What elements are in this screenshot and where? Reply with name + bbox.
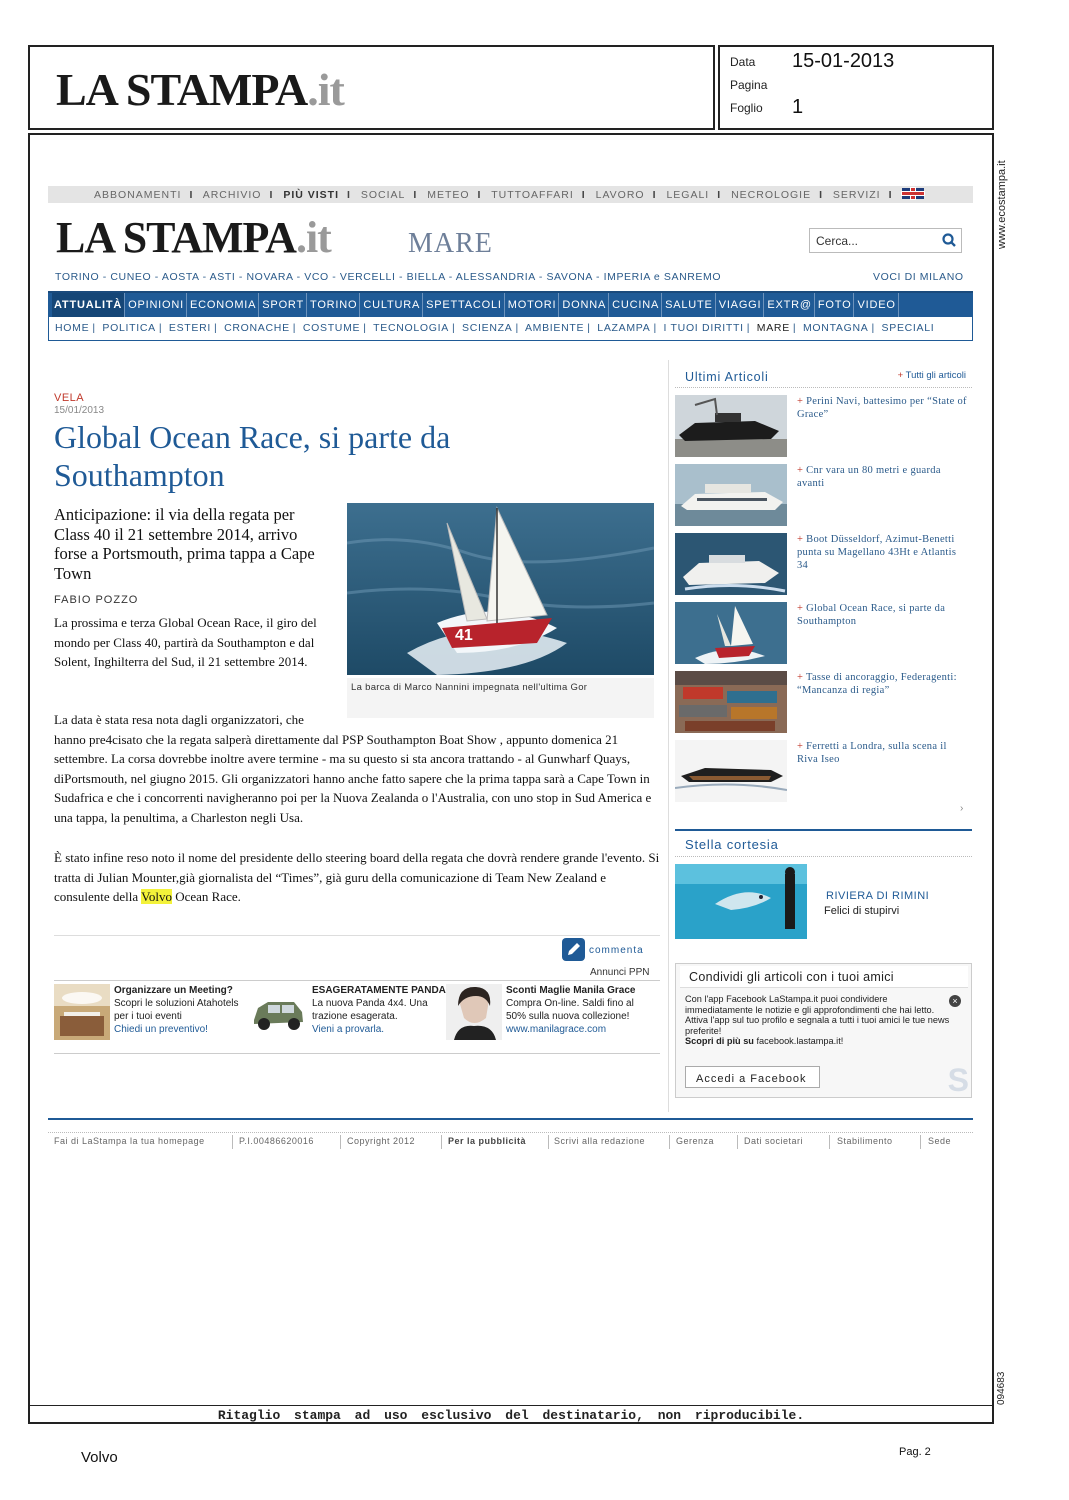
latest-article-title[interactable]: + Boot Düsseldorf, Azimut-Benetti punta su Magellano 43Ht e Atlantis 34: [797, 534, 957, 571]
ad-title[interactable]: Sconti Maglie Manila Grace: [506, 985, 636, 996]
site-footer: [48, 1136, 973, 1152]
riva-boat-image: [675, 740, 787, 802]
ad-text: Compra On-line. Saldi fino al 50% sulla nuova collezione!: [506, 998, 634, 1022]
nav-necrologie[interactable]: NECROLOGIE: [731, 189, 812, 201]
subnav-cronache[interactable]: CRONACHE: [224, 322, 290, 334]
column-divider: [668, 360, 669, 1112]
model-portrait-image: [446, 984, 502, 1040]
ads-label: Annunci PPN: [590, 967, 650, 978]
share-title: Condividi gli articoli con i tuoi amici: [680, 966, 968, 988]
site-logo[interactable]: LA STAMPA.it: [56, 213, 331, 262]
tab-economia[interactable]: ECONOMIA: [188, 293, 259, 317]
ecostampa-url: www.ecostampa.it: [996, 160, 1008, 249]
article-date: 15/01/2013: [54, 405, 105, 416]
photo-caption: La barca di Marco Nannini impegnata nell'ultima Gor: [347, 678, 654, 718]
page-number: Pag. 2: [899, 1446, 931, 1458]
article-kicker[interactable]: VELA: [54, 392, 85, 404]
sponsor-tagline: Felici di stupirvi: [824, 905, 900, 917]
section-title: MARE: [408, 228, 493, 259]
latest-article-item[interactable]: [675, 533, 972, 597]
latest-article-title[interactable]: + Tasse di ancoraggio, Federagenti: “Mancanza di regia”: [797, 672, 957, 696]
nav-social[interactable]: SOCIAL: [360, 189, 406, 201]
subnav-scienza[interactable]: SCIENZA: [462, 322, 513, 334]
highlighted-keyword: Volvo: [141, 889, 172, 905]
nav-tuttoaffari[interactable]: TUTTOAFFARI: [491, 189, 574, 201]
sailboat-photo: [347, 503, 654, 675]
footer-company-data-link[interactable]: Dati societari: [744, 1136, 804, 1146]
page-keyword: Volvo: [81, 1449, 118, 1466]
footer-sede-link[interactable]: Sede: [928, 1136, 952, 1146]
conference-room-image: [54, 984, 110, 1040]
cargo-containers-image: [675, 671, 787, 733]
tab-salute[interactable]: SALUTE: [663, 293, 716, 317]
tab-spettacoli[interactable]: SPETTACOLI: [424, 293, 505, 317]
subnav-esteri[interactable]: ESTERI: [168, 322, 212, 334]
footer-gerenza-link[interactable]: Gerenza: [676, 1136, 715, 1146]
comment-label[interactable]: commenta: [589, 945, 644, 956]
tab-sport[interactable]: SPORT: [260, 293, 307, 317]
close-icon[interactable]: ×: [949, 995, 961, 1007]
latest-articles-title: Ultimi Articoli: [685, 370, 769, 384]
subnav-tecnologia[interactable]: TECNOLOGIA: [373, 322, 449, 334]
footer-plant-link[interactable]: Stabilimento: [837, 1136, 893, 1146]
tab-extra[interactable]: EXTR@: [765, 293, 815, 317]
uk-flag-icon[interactable]: [902, 188, 924, 199]
subnav-costume[interactable]: COSTUME: [302, 322, 361, 334]
ad-link[interactable]: Vieni a provarla.: [312, 1024, 385, 1035]
divider: [54, 935, 660, 936]
article-photo: [347, 503, 654, 675]
nav-legali[interactable]: LEGALI: [666, 189, 710, 201]
ad-link[interactable]: Chiedi un preventivo!: [114, 1024, 208, 1035]
tab-motori[interactable]: MOTORI: [506, 293, 560, 317]
article-body-paragraph-2: È stato infine reso noto il nome del presidente dello steering board della regata che dovrà rendere grande l'evento. Si tratta di Julian Mounter,già giornalista del “Times”, già guru della comunicazione di Team New Zealand e consulente della Volvo Ocean Race.: [54, 850, 660, 905]
subnav-politica[interactable]: POLITICA: [102, 322, 156, 334]
tab-attualita[interactable]: ATTUALITÀ: [52, 293, 125, 317]
ad-link[interactable]: www.manilagrace.com: [506, 1024, 607, 1035]
sponsor-image[interactable]: [675, 864, 807, 939]
facebook-app-link[interactable]: facebook.lastampa.it!: [756, 1036, 844, 1046]
article-lead: La prossima e terza Global Ocean Race, il giro del mondo per Class 40, partirà da Southampton e dal Solent, Inghilterra del Sud, il 21 settembre 2014.: [54, 615, 317, 670]
search-icon[interactable]: [941, 232, 957, 248]
latest-article-item[interactable]: [675, 464, 972, 528]
sponsor-name[interactable]: RIVIERA DI RIMINI: [826, 890, 930, 902]
tab-cultura[interactable]: CULTURA: [361, 293, 423, 317]
footer-advertising-link[interactable]: Per la pubblicità: [448, 1136, 527, 1146]
chevron-right-icon[interactable]: ›: [960, 803, 964, 814]
article-headline: Global Ocean Race, si parte da Southampton: [54, 419, 451, 493]
article-author: FABIO POZZO: [54, 594, 139, 606]
latest-article-item[interactable]: [675, 395, 972, 459]
ad-title[interactable]: Organizzare un Meeting?: [114, 985, 233, 996]
clipping-disclaimer: Ritaglio stampa ad uso esclusivo del destinatario, non riproducibile.: [28, 1405, 994, 1425]
all-articles-link[interactable]: + Tutti gli articoli: [897, 370, 966, 381]
clipping-meta-box: [718, 45, 994, 130]
sail-number: 41: [455, 627, 473, 644]
latest-article-item[interactable]: [675, 671, 972, 735]
share-description: Con l'app Facebook LaStampa.it puoi condividere immediatamente le notizie e gli approfondimenti che hai letto. Attiva l'app sul tuo profilo e segnala a tutti i tuoi amici le tue news preferite! Scopri di più su facebook.lastampa.it!: [685, 994, 950, 1046]
footer-contact-link[interactable]: Scrivi alla redazione: [554, 1136, 646, 1146]
clipping-header: [28, 45, 715, 130]
subnav-home[interactable]: HOME: [55, 322, 90, 334]
yacht-launch-image: [675, 395, 787, 457]
superyacht-image: [675, 464, 787, 526]
subnav-speciali[interactable]: SPECIALI: [881, 322, 935, 334]
clipping-logo: LA STAMPA.it: [56, 64, 344, 115]
subnav-montagna[interactable]: MONTAGNA: [802, 322, 869, 334]
nav-lavoro[interactable]: LAVORO: [595, 189, 645, 201]
footer-rule: [48, 1118, 973, 1120]
tab-foto[interactable]: FOTO: [816, 293, 855, 317]
subnav-ambiente[interactable]: AMBIENTE: [524, 322, 585, 334]
car-image: [250, 984, 306, 1040]
motorboat-image: [675, 533, 787, 595]
sponsor-header: Stella cortesia: [675, 829, 972, 857]
ad-text: Scopri le soluzioni Atahotels per i tuoi eventi: [114, 998, 239, 1022]
latest-article-title[interactable]: + Perini Navi, battesimo per “State of Grace”: [797, 396, 967, 420]
subnav-lazampa[interactable]: LAZAMPA: [597, 322, 651, 334]
search-box: [809, 228, 962, 253]
latest-article-item[interactable]: [675, 602, 972, 666]
lastampa-s-logo: S: [947, 1062, 969, 1098]
nav-servizi[interactable]: SERVIZI: [832, 189, 881, 201]
tab-video[interactable]: VIDEO: [855, 293, 898, 317]
comment-button[interactable]: [562, 938, 662, 962]
foglio-value: 1: [792, 96, 804, 118]
latest-article-title[interactable]: + Global Ocean Race, si parte da Southampton: [797, 603, 946, 627]
article-subhead: Anticipazione: il via della regata per Class 40 il 21 settembre 2014, arrivo forse a Portsmouth, prima tappa a Cape Town: [54, 505, 315, 583]
nav-archivio[interactable]: ARCHIVIO: [202, 189, 262, 201]
subnav-mare[interactable]: MARE: [756, 322, 790, 334]
subnav-i-tuoi-diritti[interactable]: I TUOI DIRITTI: [663, 322, 744, 334]
search-input[interactable]: [810, 229, 938, 252]
latest-articles-header: [675, 362, 972, 388]
regatta-image: [675, 602, 787, 664]
latest-article-title[interactable]: + Ferretti a Londra, sulla scena il Riva Iseo: [797, 741, 947, 765]
facebook-login-button[interactable]: Accedi a Facebook: [685, 1066, 820, 1088]
pagina-label: Pagina: [730, 78, 768, 92]
voci-di-milano-link[interactable]: VOCI DI MILANO: [873, 271, 964, 283]
tab-opinioni[interactable]: OPINIONI: [126, 293, 187, 317]
pencil-icon[interactable]: [562, 938, 585, 961]
nav-abbonamenti[interactable]: ABBONAMENTI: [94, 189, 182, 201]
sub-nav: HOME | POLITICA | ESTERI | CRONACHE | COSTUME | TECNOLOGIA | SCIENZA | AMBIENTE | LAZAMPA | I TUOI DIRITTI | MARE | MONTAGNA | SPECIALI: [48, 317, 973, 341]
foglio-label: Foglio: [730, 101, 763, 115]
tab-viaggi[interactable]: VIAGGI: [717, 293, 765, 317]
tab-donna[interactable]: DONNA: [560, 293, 609, 317]
data-label: Data: [730, 55, 756, 69]
footer-piva: P.I.00486620016: [239, 1136, 314, 1146]
facebook-share-box: [675, 963, 972, 1098]
tab-cucina[interactable]: CUCINA: [610, 293, 662, 317]
document-number: 094683: [996, 1371, 1007, 1405]
article-body-paragraph-1: La data è stata resa nota dagli organizzatori, che hanno pre4cisato che la regata salperà direttamente dal PSP Southampton Boat Show , appunto domenica 21 settembre. La corsa dovrebbe inoltre avere termine - ma su questo si sta ancora trattando - al Gunwharf Quays, diPortsmouth, nel giugno 2015. Gli organizzatori hanno anche fatto sapere che la prima tappa sarà a Cape Town in Sudafrica e che i concorrenti navigheranno poi per la Nuova Zealanda o l'Australia, con uno stop in Sud America e una tappa, la penultima, a Charleston negli Usa.: [54, 712, 652, 825]
footer-homepage-link[interactable]: Fai di LaStampa la tua homepage: [54, 1136, 205, 1146]
divider: [54, 1053, 660, 1054]
footer-copyright: Copyright 2012: [347, 1136, 416, 1146]
ad-text: La nuova Panda 4x4. Una trazione esagerata.: [312, 998, 428, 1022]
latest-article-title[interactable]: + Cnr vara un 80 metri e guarda avanti: [797, 465, 941, 489]
main-nav: [48, 291, 973, 317]
footer-dotted-rule: [48, 1132, 973, 1133]
tab-torino[interactable]: TORINO: [308, 293, 360, 317]
ad-title[interactable]: ESAGERATAMENTE PANDA: [312, 985, 446, 996]
divider: [54, 980, 660, 981]
service-nav: ABBONAMENTI I ARCHIVIO I PIÙ VISTI I SOCIAL I METEO I TUTTOAFFARI I LAVORO I LEGALI I NECROLOGIE I SERVIZI I: [48, 186, 973, 203]
nav-piu-visti[interactable]: PIÙ VISTI: [283, 189, 339, 201]
data-value: 15-01-2013: [792, 50, 895, 72]
local-cities-nav[interactable]: TORINO - CUNEO - AOSTA - ASTI - NOVARA - VCO - VERCELLI - BIELLA - ALESSANDRIA - SAVONA - IMPERIA e SANREMO: [55, 271, 722, 283]
latest-article-item[interactable]: [675, 740, 972, 804]
nav-meteo[interactable]: METEO: [427, 189, 470, 201]
